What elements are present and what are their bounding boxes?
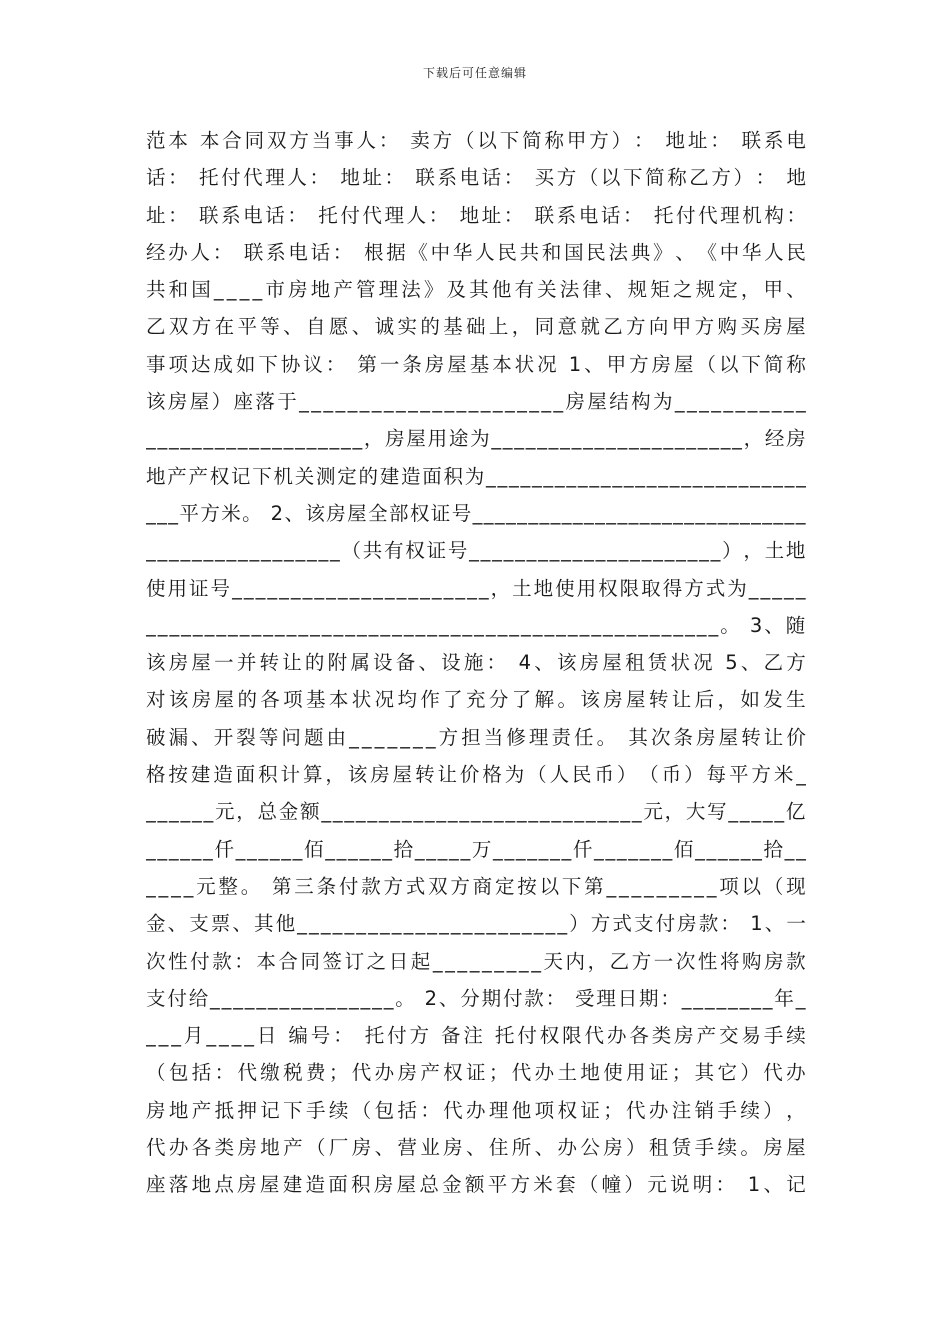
text-line: 该 房 屋 ） 座 落 于 _ _ _ _ _ _ _ _ _ _ _ _ _ _ _ _ _ _ _ _ _ _ 房 屋 结 构 为 _ _ _ _ _ _ _ _ _ _ _ — [146, 390, 806, 414]
text-line: _ _ _ 月 _ _ _ _ 日 编 号 ： 托 付 方 备 注 托 付 权 限 代 办 各 类 房 产 交 易 手 续 — [146, 1024, 806, 1048]
text-line: 代 办 各 类 房 地 产 （ 厂 房 、 营 业 房 、 住 所 、 办 公 房 ） 租 赁 手 续 。 房 屋 — [146, 1136, 806, 1160]
text-line: _ _ _ _ _ _ _ _ _ _ _ _ _ _ _ _ _ _ _ _ _ _ _ _ _ _ _ _ _ _ _ _ _ _ _ _ _ _ _ _ _ _ _ _ _ _ _ _ _ 。 3 、 随 — [146, 613, 806, 637]
text-line: 房 地 产 抵 押 记 下 手 续 （ 包 括 ： 代 办 理 他 项 权 证 ； 代 办 注 销 手 续 ） ， — [146, 1098, 806, 1122]
text-line: _ _ _ _ 元 整 。 第 三 条 付 款 方 式 双 方 商 定 按 以 下 第 _ _ _ _ _ _ _ _ _ 项 以 （ 现 — [146, 874, 806, 898]
text-line: 话 ： 托 付 代 理 人 ： 地 址 ： 联 系 电 话 ： 买 方 （ 以 下 简 称 乙 方 ） ： 地 — [146, 166, 806, 190]
text-line: 地 产 产 权 记 下 机 关 测 定 的 建 造 面 积 为 _ _ _ _ _ _ _ _ _ _ _ _ _ _ _ _ _ _ _ _ _ _ _ _ _ _ _ _ — [146, 464, 806, 488]
text-line: 范 本 本 合 同 双 方 当 事 人 ： 卖 方 （ 以 下 简 称 甲 方 ） ： 地 址 ： 联 系 电 — [146, 129, 806, 152]
text-line: 乙 双 方 在 平 等 、 自 愿 、 诚 实 的 基 础 上 ， 同 意 就 乙 方 向 甲 方 购 买 房 屋 — [146, 315, 806, 339]
text-line: 次 性 付 款 ： 本 合 同 签 订 之 日 起 _ _ _ _ _ _ _ _ _ 天 内 ， 乙 方 一 次 性 将 购 房 款 — [146, 949, 806, 973]
text-line: （ 包 括 ： 代 缴 税 费 ； 代 办 房 产 权 证 ； 代 办 土 地 使 用 证 ； 其 它 ） 代 办 — [146, 1061, 806, 1085]
text-line: 址 ： 联 系 电 话 ： 托 付 代 理 人 ： 地 址 ： 联 系 电 话 ： 托 付 代 理 机 构 ： — [146, 203, 806, 227]
page-header-note: 下载后可任意编辑 — [422, 66, 527, 80]
text-line: 对 该 房 屋 的 各 项 基 本 状 况 均 作 了 充 分 了 解 。 该 房 屋 转 让 后 ， 如 发 生 — [146, 688, 806, 712]
text-line: 事 项 达 成 如 下 协 议 ： 第 一 条 房 屋 基 本 状 况 1 、 甲 方 房 屋 （ 以 下 简 称 — [146, 352, 806, 376]
text-line: 破 漏 、 开 裂 等 问 题 由 _ _ _ _ _ _ _ 方 担 当 修 理 责 任 。 其 次 条 房 屋 转 让 价 — [146, 725, 806, 749]
text-line: 格 按 建 造 面 积 计 算 ， 该 房 屋 转 让 价 格 为 （ 人 民 币 ） （ 币 ） 每 平 方 米 _ — [146, 763, 806, 787]
text-line: _ _ _ _ _ _ 仟 _ _ _ _ _ _ 佰 _ _ _ _ _ _ 拾 _ _ _ _ _ 万 _ _ _ _ _ _ _ 仟 _ _ _ _ _ _ _ 佰 _ _ _ _ _ _ 拾 _ _ — [146, 837, 806, 861]
text-line: _ _ _ _ _ _ 元 ， 总 金 额 _ _ _ _ _ _ _ _ _ _ _ _ _ _ _ _ _ _ _ _ _ _ _ _ _ _ _ _ 元 ， 大 写 _ _ _ _ _ 亿 — [146, 800, 806, 824]
text-line: 金 、 支 票 、 其 他 _ _ _ _ _ _ _ _ _ _ _ _ _ _ _ _ _ _ _ _ _ _ _ ） 方 式 支 付 房 款 ： 1 、 一 — [146, 912, 806, 936]
text-line: 经 办 人 ： 联 系 电 话 ： 根 据 《 中 华 人 民 共 和 国 民 法 典 》 、 《 中 华 人 民 — [146, 240, 806, 264]
text-line: 共 和 国 _ _ _ _ 市 房 地 产 管 理 法 》 及 其 他 有 关 法 律 、 规 矩 之 规 定 ， 甲 、 — [146, 278, 806, 302]
text-line: _ _ _ _ _ _ _ _ _ _ _ _ _ _ _ _ _ _ _ ， 房 屋 用 途 为 _ _ _ _ _ _ _ _ _ _ _ _ _ _ _ _ _ _ _ _ _ _ ， 经 房 — [146, 427, 806, 451]
text-line: _ _ _ _ _ _ _ _ _ _ _ _ _ _ _ _ _ （ 共 有 权 证 号 _ _ _ _ _ _ _ _ _ _ _ _ _ _ _ _ _ _ _ _ _ _ ） ， 土 地 — [146, 539, 806, 563]
text-line: 该 房 屋 一 并 转 让 的 附 属 设 备 、 设 施 ： 4 、 该 房 屋 租 赁 状 况 5 、 乙 方 — [146, 651, 806, 675]
text-line: _ _ _ 平 方 米 。 2 、 该 房 屋 全 部 权 证 号 _ _ _ _ _ _ _ _ _ _ _ _ _ _ _ _ _ _ _ _ _ _ _ _ _ _ _ _ _ _ — [146, 501, 806, 525]
text-line: 支 付 给 _ _ _ _ _ _ _ _ _ _ _ _ _ _ _ _ 。 2 、 分 期 付 款 ： 受 理 日 期 ： _ _ _ _ _ _ _ _ 年 _ — [146, 986, 806, 1010]
contract-body — [146, 122, 806, 1204]
text-line: 使 用 证 号 _ _ _ _ _ _ _ _ _ _ _ _ _ _ _ _ _ _ _ _ _ _ ， 土 地 使 用 权 限 取 得 方 式 为 _ _ _ _ _ — [146, 576, 806, 600]
text-line: 座 落 地 点 房 屋 建 造 面 积 房 屋 总 金 额 平 方 米 套 （ 幢 ） 元 说 明 ： 1 、 记 — [146, 1173, 806, 1197]
